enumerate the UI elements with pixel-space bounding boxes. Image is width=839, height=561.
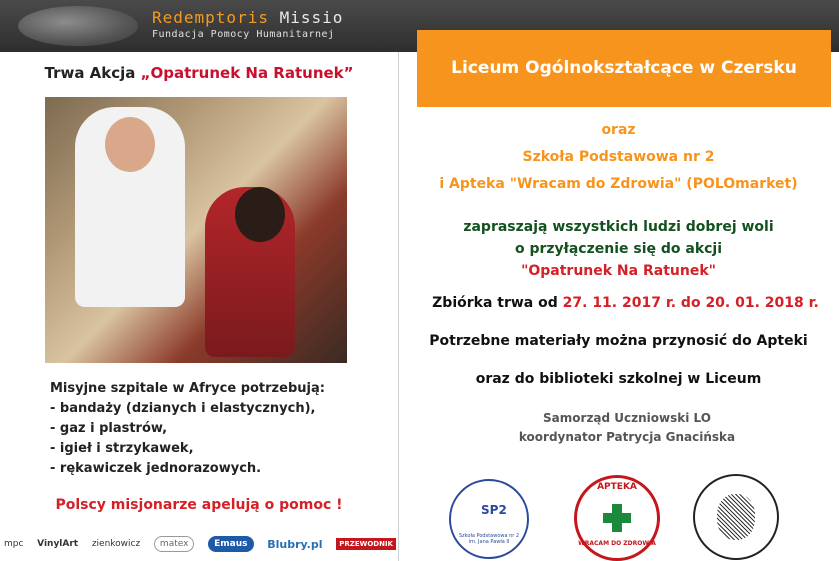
sponsor-mpc-logo: mpc — [4, 539, 24, 549]
campaign-title — [0, 64, 398, 82]
dates-prefix: Zbiórka trwa od — [432, 295, 563, 311]
lo-seal-icon — [693, 474, 779, 560]
signature-line-1: Samorząd Uczniowski LO — [543, 411, 711, 425]
nurse-head — [105, 117, 155, 172]
dates-value: 27. 11. 2017 r. do 20. 01. 2018 r. — [562, 295, 819, 311]
brand-part-2: Missio — [268, 8, 344, 27]
child-head — [235, 187, 285, 242]
green-cross-icon — [603, 504, 631, 532]
signature-line-2: koordynator Patrycja Gnacińska — [518, 430, 736, 444]
text-oraz: oraz — [601, 122, 636, 138]
brand-part-1: Redemptoris — [152, 8, 269, 27]
sponsor-vinylart-logo: VinylArt — [37, 539, 79, 549]
sponsor-logos — [4, 530, 396, 558]
sponsor-zienkowicz-logo: zienkowicz — [91, 539, 141, 549]
needs-list — [50, 379, 325, 479]
seal-sp2-text: Szkoła Podstawowa nr 2 im. Jana Pawła II — [458, 533, 520, 545]
sponsor-blubry-logo: Blubry.pl — [267, 537, 323, 551]
collection-dates — [412, 295, 839, 311]
pharmacy-seal-icon — [574, 475, 660, 561]
sponsor-matex-logo: matex — [154, 536, 195, 552]
school-title-box — [417, 30, 831, 107]
portrait-icon — [717, 494, 755, 540]
sponsor-przewodnik-logo: PRZEWODNIK — [336, 538, 396, 550]
seal-pharmacy-bottom: WRACAM DO ZDROWIA — [578, 540, 656, 547]
invite-line-1: zapraszają wszystkich ludzi dobrej woli — [463, 219, 774, 235]
needs-item: - igieł i strzykawek, — [50, 441, 194, 456]
sponsor-emaus-logo: Emaus — [208, 536, 253, 552]
appeal-text: Polscy misjonarze apelują o pomoc ! — [55, 497, 343, 513]
needs-item: - bandaży (dzianych i elastycznych), — [50, 401, 316, 416]
school-title: Liceum Ogólnokształcące w Czersku — [451, 58, 797, 78]
invite-line-2: o przyłączenie się do akcji — [514, 241, 723, 257]
text-pharmacy: i Apteka "Wracam do Zdrowia" (POLOmarket) — [439, 176, 798, 192]
globe-logo-icon — [18, 6, 138, 46]
needs-heading: Misyjne szpitale w Afryce potrzebują: — [50, 381, 325, 396]
seal-sp2-code: SP2 — [481, 503, 507, 517]
text-school: Szkoła Podstawowa nr 2 — [522, 149, 715, 165]
mission-photo — [45, 97, 347, 363]
needs-item: - gaz i plastrów, — [50, 421, 168, 436]
seal-pharmacy-top: APTEKA — [597, 482, 637, 492]
action-name: "Opatrunek Na Ratunek" — [521, 263, 716, 279]
campaign-name: „Opatrunek Na Ratunek” — [140, 64, 354, 82]
materials-line-1: Potrzebne materiały można przynosić do Apteki — [429, 333, 808, 349]
materials-line-2: oraz do biblioteki szkolnej w Liceum — [475, 371, 762, 387]
brand-tagline: Fundacja Pomocy Humanitarnej — [152, 29, 335, 40]
brand-name — [152, 8, 343, 27]
needs-item: - rękawiczek jednorazowych. — [50, 461, 262, 476]
school-sp2-seal-icon — [449, 479, 529, 559]
campaign-prefix: Trwa Akcja — [44, 64, 141, 82]
